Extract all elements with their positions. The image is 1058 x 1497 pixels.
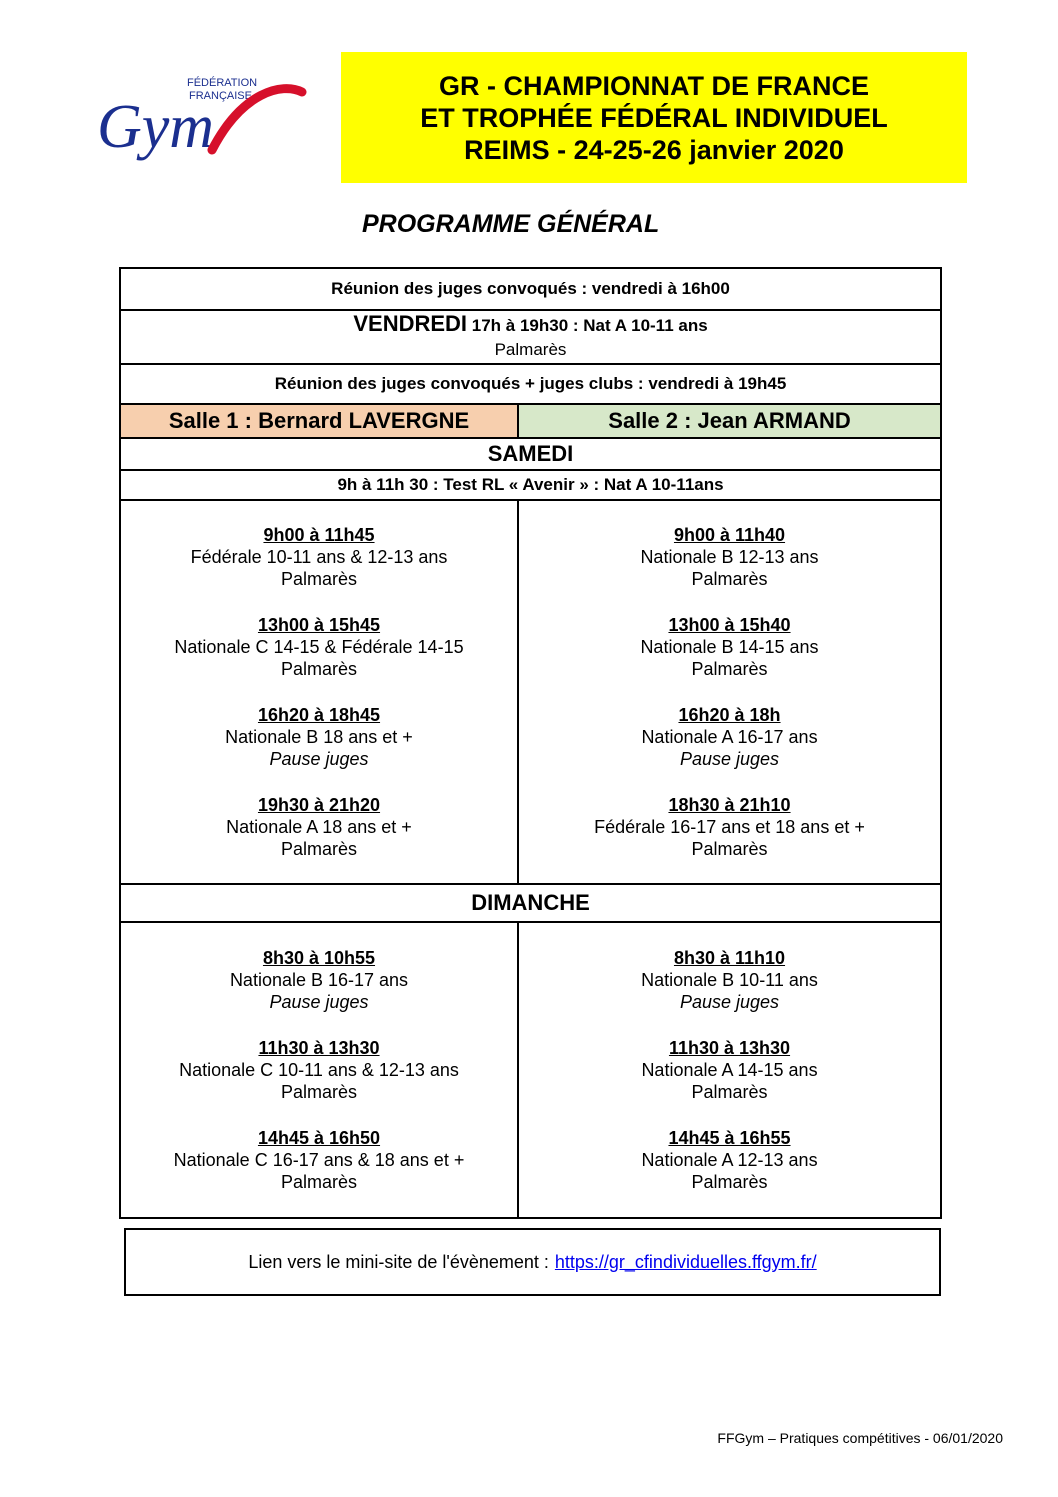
slot-time: 16h20 à 18h [678,705,781,725]
slot-line1: Nationale C 16-17 ans & 18 ans et + [173,1150,465,1170]
schedule-table [119,267,942,1219]
schedule-slot [121,794,517,860]
schedule-slot [121,1127,517,1193]
slot-line2: Palmarès [691,569,768,589]
schedule-slot [519,704,940,770]
programme-heading: PROGRAMME GÉNÉRAL [362,210,660,238]
salle2-header: Salle 2 : Jean ARMAND [518,404,941,438]
slot-time: 13h00 à 15h40 [668,615,791,635]
salle1-header: Salle 1 : Bernard LAVERGNE [120,404,518,438]
slot-time: 14h45 à 16h55 [668,1128,791,1148]
slot-line2: Palmarès [280,1082,358,1102]
schedule-slot [519,947,940,1013]
slot-line2: Palmarès [280,839,358,859]
slot-time: 11h30 à 13h30 [258,1038,380,1058]
schedule-slot [519,524,940,590]
slot-time: 8h30 à 10h55 [262,948,376,968]
sunday-day-label: DIMANCHE [120,884,941,922]
event-title-line3: REIMS - 24-25-26 janvier 2020 [464,134,844,165]
slot-line2: Palmarès [691,1172,768,1192]
saturday-test: 9h à 11h 30 : Test RL « Avenir » : Nat A 10-11ans [120,470,941,500]
slot-time: 16h20 à 18h45 [257,705,381,725]
friday-palmares: Palmarès [494,340,567,359]
schedule-slot [121,947,517,1013]
slot-time: 18h30 à 21h10 [668,795,791,815]
slot-time: 11h30 à 13h30 [668,1038,791,1058]
schedule-slot [121,614,517,680]
slot-line2: Palmarès [280,1172,358,1192]
schedule-slot [519,1037,940,1103]
slot-line2: Pause juges [679,992,780,1012]
slot-line1: Nationale B 14-15 ans [640,637,819,657]
event-title-line1: GR - CHAMPIONNAT DE FRANCE [439,70,869,101]
slot-line1: Nationale B 18 ans et + [225,727,413,747]
slot-line2: Palmarès [280,569,358,589]
slot-line2: Palmarès [691,659,768,679]
logo-word: Gym [97,93,215,161]
page-footer: FFGym – Pratiques compétitives - 06/01/2020 [717,1430,1003,1446]
schedule-slot [121,1037,517,1103]
slot-line1: Fédérale 10-11 ans & 12-13 ans [190,547,448,567]
slot-line1: Nationale A 16-17 ans [641,727,818,747]
minisite-link-box [124,1228,941,1296]
friday-day-label: VENDREDI [353,311,468,336]
slot-time: 14h45 à 16h50 [257,1128,381,1148]
slot-time: 9h00 à 11h45 [263,525,375,545]
logo-line2: FRANÇAISE [189,90,252,102]
slot-time: 8h30 à 11h10 [673,948,786,968]
judges-meeting-friday: Réunion des juges convoqués : vendredi à 16h00 [120,268,941,310]
saturday-day-label: SAMEDI [120,438,941,470]
slot-line2: Pause juges [269,749,369,769]
slot-line2: Pause juges [679,749,780,769]
schedule-slot [121,704,517,770]
slot-line2: Palmarès [691,839,768,859]
slot-line1: Nationale C 10-11 ans & 12-13 ans [179,1060,459,1080]
slot-line2: Palmarès [691,1082,768,1102]
logo-line1: FÉDÉRATION [187,77,258,89]
slot-line1: Fédérale 16-17 ans et 18 ans et + [594,817,865,837]
friday-session: 17h à 19h30 : Nat A 10-11 ans [467,316,708,335]
slot-line1: Nationale A 12-13 ans [641,1150,818,1170]
ffgym-logo [92,72,307,172]
schedule-slot [519,1127,940,1193]
slot-line1: Nationale B 10-11 ans [641,970,818,990]
saturday-salle2-slots [518,500,941,884]
schedule-slot [121,524,517,590]
friday-session-cell [120,310,941,364]
event-title-line2: ET TROPHÉE FÉDÉRAL INDIVIDUEL [420,102,888,133]
minisite-link[interactable]: https://gr_cfindividuelles.ffgym.fr/ [554,1251,817,1272]
slot-time: 13h00 à 15h45 [257,615,381,635]
slot-time: 9h00 à 11h40 [673,525,786,545]
saturday-salle1-slots [120,500,518,884]
slot-time: 19h30 à 21h20 [257,795,381,815]
slot-line1: Nationale B 16-17 ans [229,970,409,990]
schedule-slot [519,614,940,680]
sunday-salle1-slots [120,922,518,1218]
slot-line1: Nationale C 14-15 & Fédérale 14-15 [174,637,464,657]
minisite-link-label: Lien vers le mini-site de l'évènement : [248,1251,549,1272]
judges-clubs-meeting: Réunion des juges convoqués + juges clubs : vendredi à 19h45 [120,364,941,404]
slot-line2: Pause juges [269,992,369,1012]
event-title-box [341,52,967,183]
schedule-slot [519,794,940,860]
slot-line1: Nationale A 14-15 ans [641,1060,818,1080]
slot-line1: Nationale B 12-13 ans [640,547,819,567]
sunday-salle2-slots [518,922,941,1218]
slot-line2: Palmarès [280,659,358,679]
slot-line1: Nationale A 18 ans et + [226,817,412,837]
